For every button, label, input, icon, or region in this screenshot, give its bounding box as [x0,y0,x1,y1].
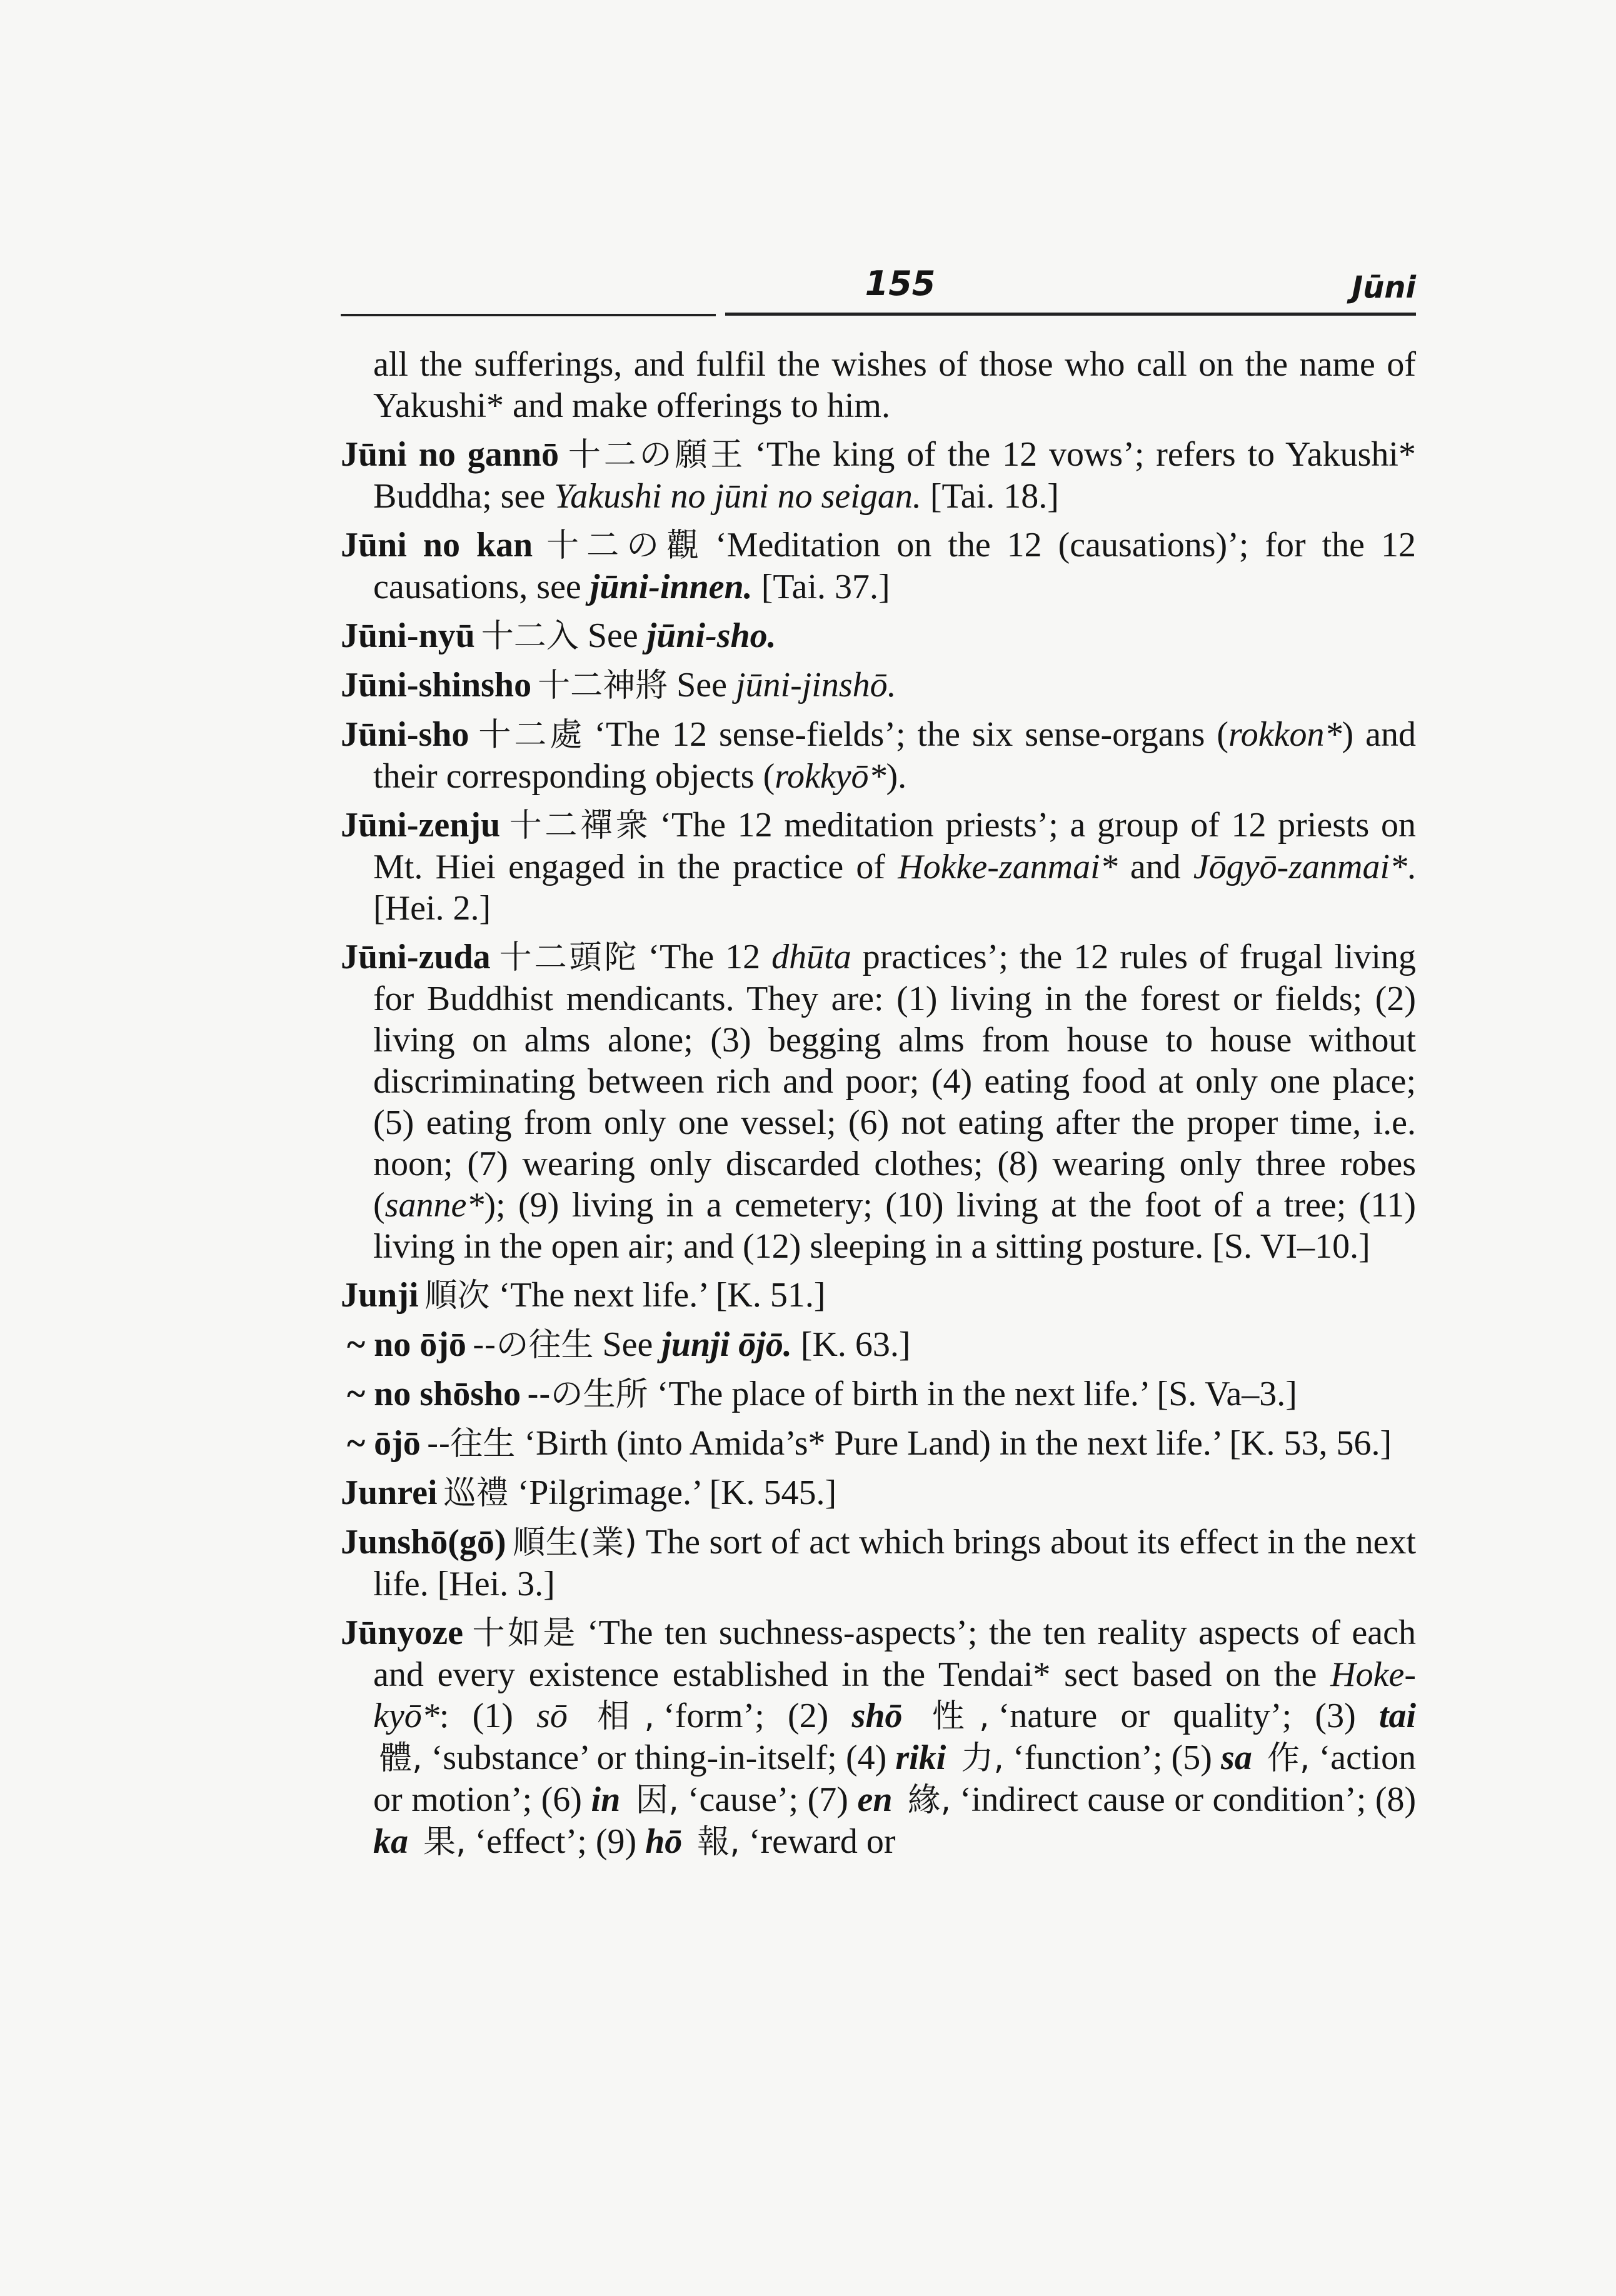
source-reference: [K. 51.] [715,1276,826,1315]
headword: ~ no shōsho [347,1375,521,1413]
source-reference: [K. 63.] [800,1325,911,1364]
subentry-junji-no-ojo [341,1324,1416,1366]
headword: Jūni-sho [341,715,469,754]
aspect-item: (3) tai 體, ‘substance’ or thing-in-itself; [379,1697,1417,1777]
aspect-item: (5) sa 作, ‘action or motion’; [373,1738,1417,1819]
entry-junrei [341,1472,1416,1514]
definition-text: and [1117,848,1193,886]
kanji: 十二處 [475,716,586,754]
headword: Jūnyoze [341,1613,463,1652]
source-reference: [S. VI–10.] [1212,1227,1370,1266]
page-number: 155 [865,264,936,303]
definition-text: ) and their corresponding objects ( [373,715,1416,796]
cross-reference: jūni-innen. [590,568,753,606]
headword: Jūni no kan [341,526,533,564]
source-reference: [S. Va–3.] [1157,1375,1297,1413]
entry-juni-zenju [341,805,1416,929]
definition-text: ). [886,757,907,796]
entry-juni-nyu [341,615,1416,657]
continuation-text: all the sufferings, and fulfil the wishes of those who call on the name of Yakushi* and make offerings to him. [373,345,1416,425]
cross-reference: jūni-jinshō. [735,666,896,704]
term: rokkon* [1228,715,1342,754]
definition: ‘The ten suchness-aspects’; the ten reality aspects of each and every existence established in the Tendai* sect based on the [373,1613,1416,1694]
kanji: --往生 [426,1425,516,1463]
definition: See [676,666,736,704]
entry-junsho [341,1521,1416,1605]
term: dhūta [771,938,851,976]
term: sanne* [384,1186,484,1225]
kanji: --の往生 [472,1326,594,1364]
source-reference: [K. 53, 56.] [1229,1424,1392,1463]
term: rokkyō* [775,757,886,796]
cross-reference: junji ōjō. [661,1325,792,1364]
aspect-item: (9) hō 報, ‘reward or [595,1822,896,1861]
header-rule-left [341,314,716,316]
definition: See [587,616,647,655]
definition-text: ); (9) living in a cemetery; (10) living at the foot of a tree; (11) living in the open air; and (12) sleeping in a sitting posture. [373,1186,1416,1266]
aspect-item: (8) ka 果, ‘effect’; [373,1780,1417,1861]
definition: practices’; the 12 rules of frugal living for Buddhist mendicants. They are: (1) living in the forest or fields; (2) living on alms alone; (3) begging alms from house to house without discriminating between rich and poor; (4) eating food at only one place; (5) eating from only one vessel; (6) not eating after the proper time, i.e. noon; (7) wearing only discarded clothes; (8) wearing only three robes ( [373,938,1416,1225]
aspect-item: (6) in 因, ‘cause’; [541,1780,799,1819]
term: Hoke-kyō* [373,1655,1416,1735]
definition: ‘The king of the 12 vows’; refers to Yakushi* Buddha; see [373,435,1416,516]
headword: Jūni no gannō [341,435,560,474]
kanji: 十二の願王 [565,436,746,474]
kanji: 十二禪衆 [506,807,651,845]
headword: ~ no ōjō [347,1325,466,1364]
definition: ‘Meditation on the 12 (causations)’; for the 12 causations, see [373,526,1416,606]
headword: Junji [341,1276,419,1315]
kanji: 十二神將 [538,667,668,704]
definition: ‘The 12 meditation priests’; a group of 12 priests on Mt. Hiei engaged in the practice of [373,806,1416,886]
kanji: 十二入 [481,618,579,655]
kanji: 十如是 [469,1615,578,1652]
definition: ‘The next life.’ [498,1276,707,1315]
cross-reference: jūni-sho. [646,616,776,655]
entry-junyoze: Jūnyoze 十如是 ‘The ten suchness-aspects’; the ten reality aspects of each and every existence established in the Tendai* sect based on the Hoke-kyō*: (1) sō 相, ‘form’; (2) shō 性, ‘nature or quality’; (3) tai 體, ‘substance’ or thing-in-itself; (4) riki 力, ‘function’; (5) sa 作, ‘action or motion’; (6) in 因, ‘cause’; (7) en 緣, ‘indirect cause or condition’; (8) ka 果, ‘effect’; (9) hō 報, ‘reward or [341,1613,1417,1861]
kanji: --の生所 [527,1376,648,1413]
entry-juni-sho [341,714,1416,797]
kanji: 十二の觀 [539,527,706,564]
subentry-junji-ojo [341,1423,1416,1465]
term: Hokke-zanmai* [898,848,1118,886]
source-reference: [Tai. 18.] [930,477,1059,516]
entry-juni-shinsho [341,664,1416,706]
cross-reference: Yakushi no jūni no seigan. [554,477,921,516]
headword: Jūni-zenju [341,806,501,845]
aspect-item: (7) en 緣, ‘indirect cause or condition’; [807,1780,1367,1819]
headword: Jūni-zuda [341,938,491,976]
definition-text: . [1407,848,1417,886]
entry-juni-no-kan [341,524,1416,608]
kanji: 順次 [424,1277,490,1315]
source-reference: [Tai. 37.] [761,568,890,606]
definition: The sort of act which brings about its effect in the next life. [373,1523,1416,1603]
entry-junji [341,1275,1416,1316]
headword: Jūni-nyū [341,616,475,655]
header-rule-right [725,313,1416,316]
source-reference: [K. 545.] [709,1473,837,1512]
subentry-junji-no-shosho [341,1373,1416,1415]
term: Jōgyō-zanmai* [1193,848,1408,886]
kanji: 順生(業) [512,1524,637,1562]
aspect-item: (2) shō 性, ‘nature or quality’; [788,1697,1292,1735]
source-reference: [Hei. 2.] [373,889,491,928]
page-header [341,256,1416,325]
dictionary-entries [341,344,1416,1870]
definition: ‘Pilgrimage.’ [517,1473,701,1512]
source-reference: [Hei. 3.] [437,1565,555,1603]
aspect-item: (1) sō 相, ‘form’; [472,1697,765,1735]
definition: See [602,1325,662,1364]
definition: ‘Birth (into Amida’s* Pure Land) in the next life.’ [524,1424,1221,1463]
kanji: 巡禮 [443,1475,509,1512]
running-head: Jūni [1352,270,1416,305]
headword: Jūni-shinsho [341,666,532,704]
entry-juni-no-ganno [341,434,1416,517]
aspect-item: (4) riki 力, ‘function’; [845,1738,1163,1777]
definition: ‘The 12 sense-fields’; the six sense-organs ( [594,715,1229,754]
headword: ~ ōjō [347,1424,421,1463]
kanji: 十二頭陀 [496,939,640,976]
headword: Junrei [341,1473,438,1512]
headword: Junshō(gō) [341,1523,506,1562]
definition: ‘The place of birth in the next life.’ [656,1375,1148,1413]
definition-text: ‘The 12 [648,938,772,976]
entry-juni-zuda [341,936,1416,1267]
